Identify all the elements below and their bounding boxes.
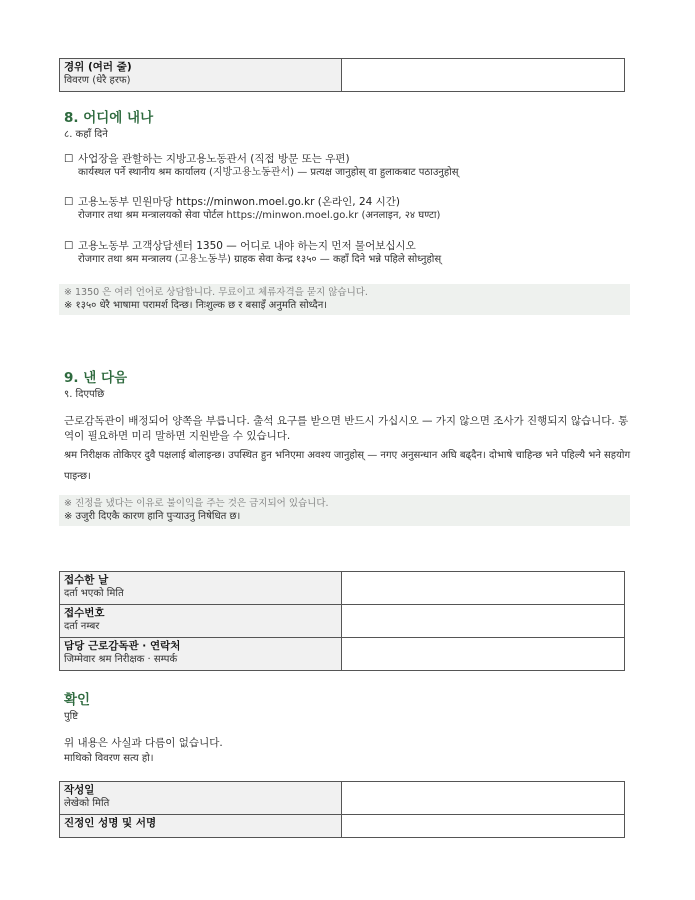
form-row-received-date [60, 572, 625, 605]
form-row-inspector-contact [60, 638, 625, 671]
confirmation-title: 확인 [64, 692, 91, 708]
section-9-subtitle: ९. दिएपछि [64, 389, 105, 400]
body-text-ne: श्रम निरीक्षक तोकिएर दुवै पक्षलाई बोलाइन्छ। उपस्थित हुन भनिएमा अवश्य जानुहोस् — नगए अनुसन्धान अघि बढ्दैन। दोभाषे चाहिन्छ भने पहिल्यै भने सहयोग पाइन्छ। [64, 450, 631, 482]
field-label-cell [60, 572, 342, 605]
checkbox-icon[interactable]: ☐ [64, 240, 74, 252]
field-label-ko: 진정인 성명 및 서명 [64, 817, 157, 829]
received-date-input[interactable] [342, 572, 625, 605]
note-ne: ※ १३५० धेरै भाषामा परामर्श दिन्छ। निःशुल्क छ र बसाइँ अनुमति सोध्दैन। [64, 300, 328, 311]
section-8-title: 8. 어디에 내나 [64, 110, 154, 126]
submission-option-call-center[interactable] [64, 239, 634, 267]
field-label-ko: 접수번호 [64, 607, 105, 619]
field-label-ne: लेखेको मिति [64, 798, 110, 809]
field-label-ne: विवरण (धेरै हरफ) [64, 75, 131, 86]
field-label-ko: 담당 근로감독관 · 연락처 [64, 640, 181, 652]
signature-table [59, 781, 625, 838]
note-ne: ※ उजुरी दिएकै कारण हानि पुऱ्याउनु निषेधित छ। [64, 511, 241, 522]
field-label-ne: दर्ता भएको मिति [64, 588, 124, 599]
field-label-ko: 접수한 날 [64, 574, 109, 586]
field-label-cell [60, 815, 342, 838]
field-label-cell [60, 605, 342, 638]
field-label-cell [60, 638, 342, 671]
submission-option-regional-office[interactable] [64, 152, 634, 180]
option-label-ko: 고용노동부 고객상담센터 1350 — 어디로 내야 하는지 먼저 물어보십시오 [78, 240, 416, 252]
field-label-cell [60, 782, 342, 815]
office-use-table [59, 571, 625, 671]
form-row-signature [60, 815, 625, 838]
section-8-subtitle: ८. कहाँ दिने [64, 129, 108, 140]
form-row-circumstances [60, 59, 625, 92]
checkbox-icon[interactable]: ☐ [64, 196, 74, 208]
confirmation-statement [64, 736, 624, 766]
section-9-title: 9. 낸 다음 [64, 370, 128, 386]
written-date-input[interactable] [342, 782, 625, 815]
section-9-note [59, 495, 630, 526]
confirmation-subtitle: पुष्टि [64, 711, 79, 722]
form-row-written-date [60, 782, 625, 815]
option-label-ne: रोजगार तथा श्रम मन्त्रालय (고용노동부) ग्राहक सेवा केन्द्र १३५० — कहाँ दिने भन्ने पहिले सोध्नुहोस् [78, 254, 442, 265]
checkbox-icon[interactable]: ☐ [64, 153, 74, 165]
circumstances-input[interactable] [342, 59, 625, 92]
field-label-cell [60, 59, 342, 92]
note-ko: ※ 진정을 냈다는 이유로 불이익을 주는 것은 금지되어 있습니다. [64, 498, 329, 509]
section-9-body [64, 414, 632, 487]
field-label-ko: 작성일 [64, 784, 95, 796]
statement-ne: माथिको विवरण सत्य हो। [64, 753, 154, 764]
inspector-contact-input[interactable] [342, 638, 625, 671]
submission-option-online-portal[interactable] [64, 195, 634, 223]
section-8-note [59, 284, 630, 315]
circumstances-field-table [59, 58, 625, 92]
signature-input[interactable] [342, 815, 625, 838]
option-label-ko: 사업장을 관할하는 지방고용노동관서 (직접 방문 또는 우편) [78, 153, 350, 165]
receipt-number-input[interactable] [342, 605, 625, 638]
field-label-ne: दर्ता नम्बर [64, 621, 100, 632]
option-label-ne: रोजगार तथा श्रम मन्त्रालयको सेवा पोर्टल https://minwon.moel.go.kr (अनलाइन, २४ घण्टा) [78, 210, 441, 221]
form-row-receipt-number [60, 605, 625, 638]
note-ko: ※ 1350 은 여러 언어로 상담합니다. 무료이고 체류자격을 묻지 않습니다. [64, 287, 368, 298]
option-label-ko: 고용노동부 민원마당 https://minwon.moel.go.kr (온라인, 24 시간) [78, 196, 401, 208]
option-label-ne: कार्यस्थल पर्ने स्थानीय श्रम कार्यालय (지방고용노동관서) — प्रत्यक्ष जानुहोस् वा हुलाकबाट पठाउनुहोस् [78, 167, 459, 178]
body-text-ko: 근로감독관이 배정되어 양쪽을 부릅니다. 출석 요구를 받으면 반드시 가십시오 — 가지 않으면 조사가 진행되지 않습니다. 통역이 필요하면 미리 말하면 지원받을 수 있습니다. [64, 415, 629, 442]
field-label-ko: 경위 (여러 줄) [64, 61, 132, 73]
statement-ko: 위 내용은 사실과 다름이 없습니다. [64, 737, 223, 749]
field-label-ne: जिम्मेवार श्रम निरीक्षक · सम्पर्क [64, 654, 178, 665]
